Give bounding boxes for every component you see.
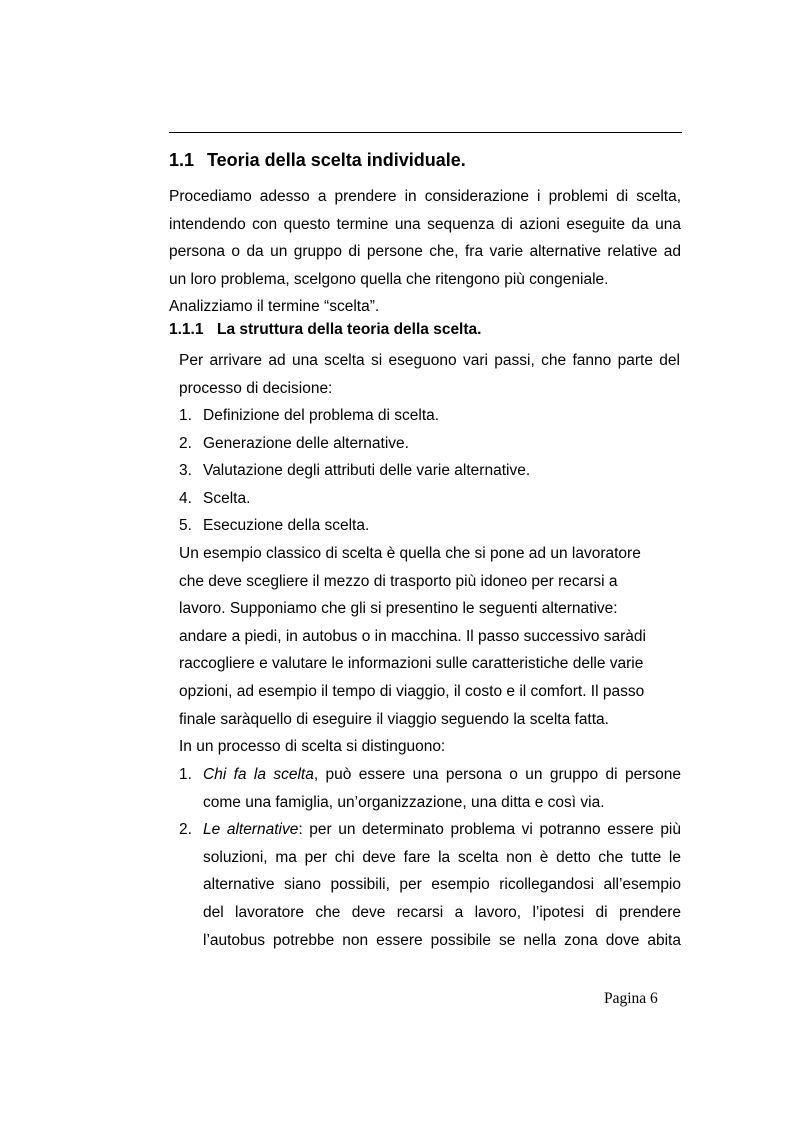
list-item: 1. Chi fa la scelta, può essere una persona o un gruppo di persone come una famiglia, un’organizzazione, una ditta e così via. [179,761,681,816]
subsection-number: 1.1.1 [169,321,204,338]
decision-intro-paragraph [179,347,680,402]
page-number: Pagina 6 [604,990,658,1007]
paragraph-line: Un esempio classico di scelta è quella che si pone ad un lavoratore [179,545,641,562]
paragraph-line: In un processo di scelta si distinguono: [179,738,446,756]
paragraph-line: lavoro. Supponiamo che gli si presentino le seguenti alternative: [179,600,618,618]
example-paragraph [179,540,646,761]
section-number: 1.1 [169,150,195,170]
subsection-title: La struttura della teoria della scelta. [217,321,482,338]
intro-paragraph [169,183,681,321]
paragraph-line: processo di decisione: [179,379,333,397]
paragraph-line: Procediamo adesso a prendere in considerazione i problemi di scelta, [169,188,681,205]
paragraph-line: soluzioni, ma per chi deve fare la scelta non è detto che tutte le [203,848,681,866]
term: Le alternative [203,821,299,839]
choice-elements-list [179,761,681,954]
subsection-heading [169,321,481,339]
section-title: Teoria della scelta individuale. [207,150,466,170]
paragraph-line: intendendo con questo termine una sequenza di azioni eseguite da una [169,215,681,233]
paragraph-line: finale saràquello di eseguire il viaggio seguendo la scelta fatta. [179,710,609,728]
paragraph-line: un loro problema, scelgono quella che ritengono più congeniale. [169,270,609,288]
list-item: 2. Generazione delle alternative. [179,434,409,452]
decision-steps-list [179,402,530,540]
paragraph-line: Per arrivare ad una scelta si eseguono vari passi, che fanno parte del [179,352,680,369]
paragraph-line: l’autobus potrebbe non essere possibile se nella zona dove abita [203,931,681,949]
paragraph-line: persona o da un gruppo di persone che, fra varie alternative relative ad [169,243,681,261]
list-item: 3. Valutazione degli attributi delle varie alternative. [179,462,531,480]
list-item: 1. Definizione del problema di scelta. [179,407,440,424]
list-item: 2. Le alternative: per un determinato problema vi potranno essere più soluzioni, ma per chi deve fare la scelta non è detto che tutte le alternative siano possibili, per esempio ricollegandosi all’esempio del lavoratore che deve recarsi a lavoro, l’ipotesi di prendere l’autobus potrebbe non essere possibile se nella zona dove abita [179,816,681,954]
header-rule [169,132,682,133]
list-item: 5. Esecuzione della scelta. [179,517,370,535]
paragraph-line: andare a piedi, in autobus o in macchina. Il passo successivo saràdi [179,627,646,645]
paragraph-line: che deve scegliere il mezzo di trasporto più idoneo per recarsi a [179,572,618,590]
paragraph-line: Analizziamo il termine “scelta”. [169,298,380,316]
paragraph-line: opzioni, ad esempio il tempo di viaggio, il costo e il comfort. Il passo [179,682,645,700]
list-item: 4. Scelta. [179,489,251,507]
paragraph-line: raccogliere e valutare le informazioni sulle caratteristiche delle varie [179,655,644,673]
paragraph-line: come una famiglia, un’organizzazione, una ditta e così via. [203,793,605,811]
term: Chi fa la scelta [203,766,314,783]
paragraph-line: del lavoratore che deve recarsi a lavoro, l’ipotesi di prendere [203,903,681,921]
paragraph-line: alternative siano possibili, per esempio ricollegandosi all’esempio [203,876,681,894]
section-heading [169,150,466,171]
